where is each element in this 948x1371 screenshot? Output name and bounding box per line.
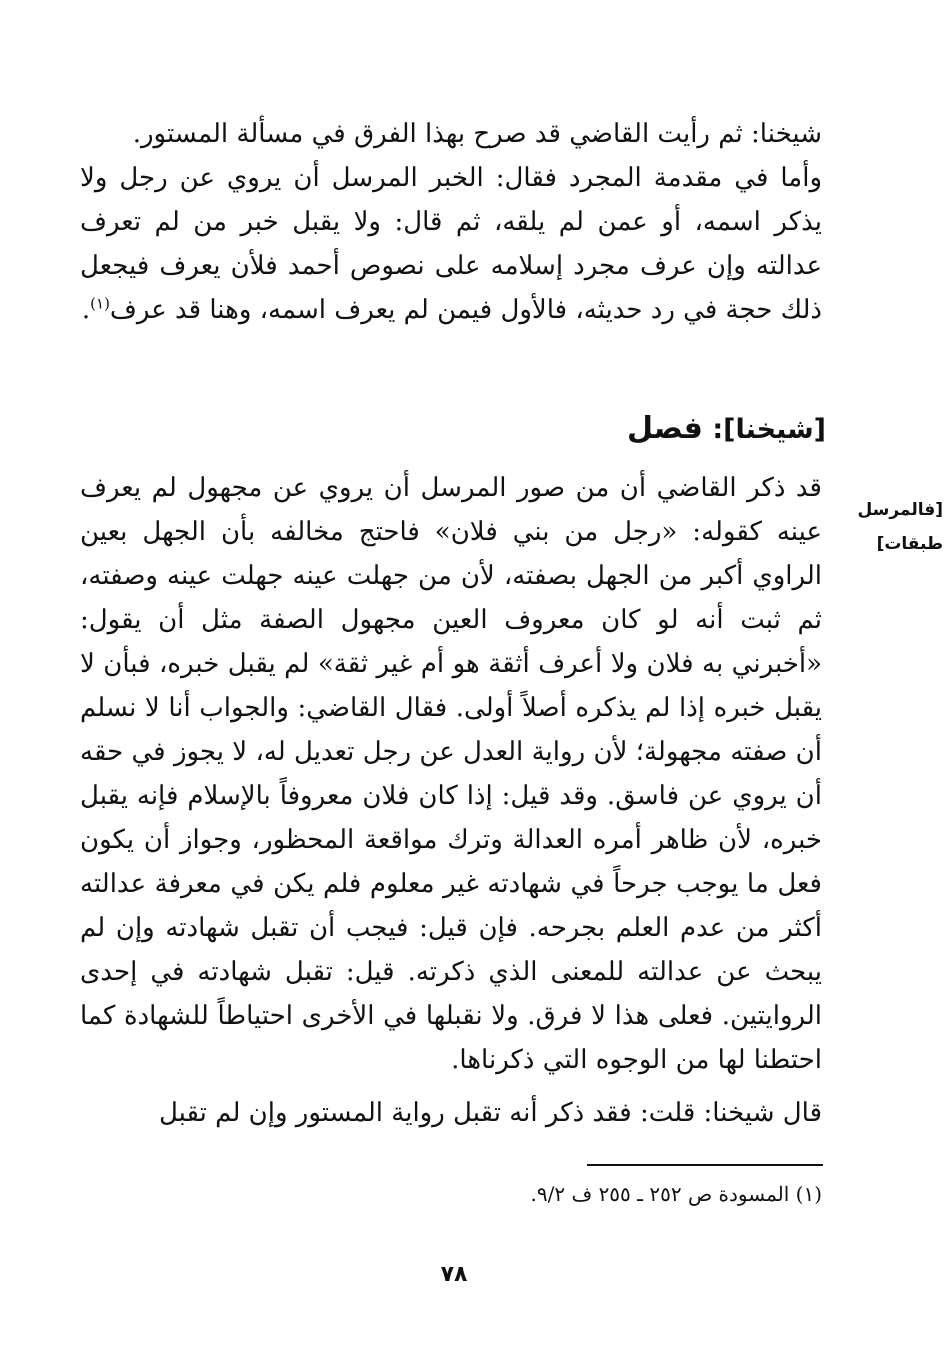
margin-note	[838, 493, 943, 561]
footnote-divider	[587, 1164, 823, 1166]
paragraph-2: قد ذكر القاضي أن من صور المرسل أن يروي عن مجهول لم يعرف عينه كقوله: «رجل من بني فلان» فاحتج مخالفه بأن الجهل بعين الراوي أكبر من الجهل بصفته، لأن من جهلت عينه جهلت عينه وصفته، ثم ثبت أنه لو كان معروف العين مجهول الصفة مثل أن يقول: «أخبرني به فلان ولا أعرف أثقة هو أم غير ثقة» لم يقبل خبره، فبأن لا يقبل خبره إذا لم يذكره أصلاً أولى. فقال القاضي: والجواب أنا لا نسلم أن صفته مجهولة؛ لأن رواية العدل عن رجل تعديل له، لا يجوز في حقه أن يروي عن فاسق. وقد قيل: إذا كان فلان معروفاً بالإسلام فإنه يقبل خبره، لأن ظاهر أمره العدالة وترك مواقعة المحظور، وجواز أن يكون فعل ما يوجب جرحاً في شهادته غير معلوم فلم يكن في معرفة عدالته أكثر من عدم العلم بجرحه. فإن قيل: فيجب أن تقبل شهادته وإن لم يبحث عن عدالته للمعنى الذي ذكرته. قيل: تقبل شهادته في إحدى الروايتين. فعلى هذا لا فرق. ولا نقبلها في الأخرى احتياطاً للشهادة كما احتطنا لها من الوجوه التي ذكرناها.	[80, 473, 822, 1075]
footnote: (١) المسودة ص ٢٥٢ ـ ٢٥٥ ف ٩/٢.	[530, 1182, 822, 1206]
margin-note-line-1: [فالمرسل	[857, 500, 943, 520]
paragraph-1-end: .	[81, 295, 91, 325]
margin-note-line-2: طبقات]	[876, 534, 943, 554]
section-heading	[627, 407, 826, 452]
page-number: ٧٨	[440, 1262, 468, 1287]
paragraph-1	[80, 112, 822, 332]
heading-title: فصل	[626, 411, 703, 446]
heading-bracket: [شيخنا]:	[712, 414, 826, 445]
paragraph-1-first-line: شيخنا: ثم رأيت القاضي قد صرح بهذا الفرق في مسألة المستور.	[132, 119, 822, 149]
footnote-reference: (١)	[90, 294, 110, 313]
paragraph-3: قال شيخنا: قلت: فقد ذكر أنه تقبل رواية المستور وإن لم تقبل	[158, 1098, 822, 1128]
paragraph-1-text: وأما في مقدمة المجرد فقال: الخبر المرسل أن يروي عن رجل ولا يذكر اسمه، أو عمن لم يلقه، ثم قال: ولا يقبل خبر من لم تعرف عدالته وإن عرف مجرد إسلامه على نصوص أحمد فلأن يعرف فيجعل ذلك حجة في رد حديثه، فالأول فيمن لم يعرف اسمه، وهنا قد عرف	[80, 163, 822, 325]
